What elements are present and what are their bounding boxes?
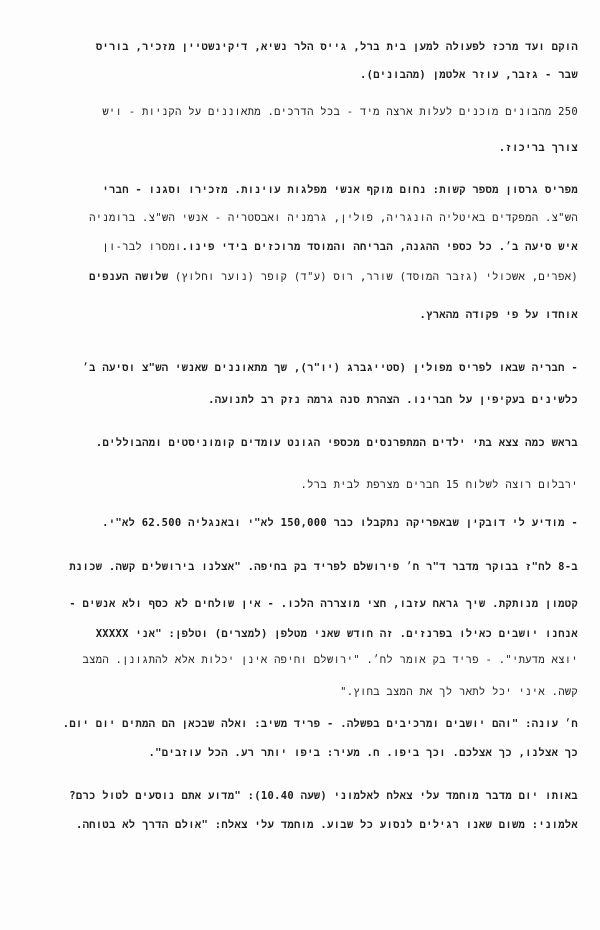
text-segment: באותו יום מדבר מוחמד עלי צאלח לאלמוני (שעה 10.40): "מדוע אתם נוסעים לטול כרם? [69,790,578,802]
text-line [28,68,578,82]
text-segment: בראש כמה צצא בתי ילדים המתפרנסים מכספי הגונט עומדים קומוניסטים ומהבוללים. [95,437,578,449]
text-line [28,308,578,322]
text-line [28,211,578,225]
text-line [28,141,578,155]
text-segment: הוקם ועד מרכז לפעולה למען בית ברל, גייס הלר נשיא, דיקינשטיין מזכיר, בוריס [95,41,578,53]
text-segment: כך אצלנו, כך אצלכם. וכך ביפו. ח. מעיר: ביפו יותר רע. הכל עוזבים". [148,747,578,759]
text-segment: כלשינים בעקיפין על חברינו. הצהרת סנה גרמה נזק רב לתנועה. [208,394,578,406]
text-segment: - חבריה שבאו לפריס מפולין (סטייגברג (יו"ר), [287,362,578,374]
text-segment: איש סיעה ב׳. כל כספי ההגנה, הבריחה והמוסד מרוכזים בידי פינו. [181,241,578,253]
text-line [28,597,578,611]
text-line [28,240,578,254]
text-line [28,627,578,641]
text-segment: ח׳ עונה: "והם יושבים ומרכיבים בפשלה. - פריד משיב: ואלה שבכאן הם המתים יום יום. [62,718,578,730]
text-line [28,436,578,450]
text-segment: קטמון מנותקת. שיך גראח עזבו, חצי מוצררה הלכו. - אין שולחים לא כסף ולא אנשים - [69,598,578,610]
text-segment: 250 מהבונים מוכנים לעלות ארצה מיד - בכל הדרכים. מתאוננים על הקניות - ויש [102,106,578,118]
text-line [28,183,578,197]
text-segment: (אפרים, אשכולי (גזבר המוסד) שורר, רוס (ע"ד) קופר (נוער וחלוץ) [168,271,578,283]
text-line [28,40,578,54]
text-segment: ומסרו לבר-ון [102,241,182,253]
text-line [28,105,578,119]
text-segment: - מודיע לי דובקין שבאפריקה נתקבלו כבר 150,000 לא"י ובאנגליה 62.500 לא"י. [102,517,578,529]
text-segment: אנחנו יושבים כאילו בפרנזים. זה חודש שאני מטלפן (למצרים) וטלפן: "אני XXXXX [95,628,578,640]
text-line [28,717,578,731]
text-line [28,478,578,492]
text-line [28,746,578,760]
text-line [28,789,578,803]
text-segment: שך מתאוננים שאנשי הש"צ וסיעה ב׳ [82,362,288,374]
text-segment: שבר - גזבר, עוזר אלטמן (מהבונים). [359,69,578,81]
text-segment: אוחדו על פי פקודה מהארץ. [419,309,578,321]
text-line [28,685,578,699]
text-segment: יוצא מדעתי". - פריד בק אומר לח׳. "ירושלם וחיפה אינן יכלות אלא להתגונן. המצב [82,654,578,666]
text-segment: אלמוני: משום שאנו רגילים לנסוע כל שבוע. מוחמד עלי צאלח: "אולם הדרך לא בטוחה. [75,819,578,831]
text-segment: ירבלום רוצה לשלוח 15 חברים מצרפת לבית ברל. [300,479,578,491]
text-segment: ב-8 לח"ז בבוקר מדבר ד"ר ח׳ פירושלם לפריד בק בחיפה. "אצלנו בירושלים קשה. שכונת [69,561,578,573]
text-segment: קשה. איני יכל לתאר לך את המצב בחוץ." [340,686,578,698]
text-line [28,516,578,530]
text-line [28,270,578,284]
text-segment: שלושה הענפים [89,271,169,283]
text-segment: מפריס גרסון מספר קשות: נחום מוקף אנשי מפלגות עוינות. מזכירו וסגנו - חברי [102,184,578,196]
text-segment: הש"צ. המפקדים באיטליה הונגריה, פולין, גרמניה ואבסטריה - אנשי הש"צ. ברומניה [89,212,578,224]
text-line [28,653,578,667]
text-line [28,560,578,574]
text-segment: צורך בריכוז. [498,142,578,154]
text-line [28,818,578,832]
text-line [28,361,578,375]
text-line [28,393,578,407]
